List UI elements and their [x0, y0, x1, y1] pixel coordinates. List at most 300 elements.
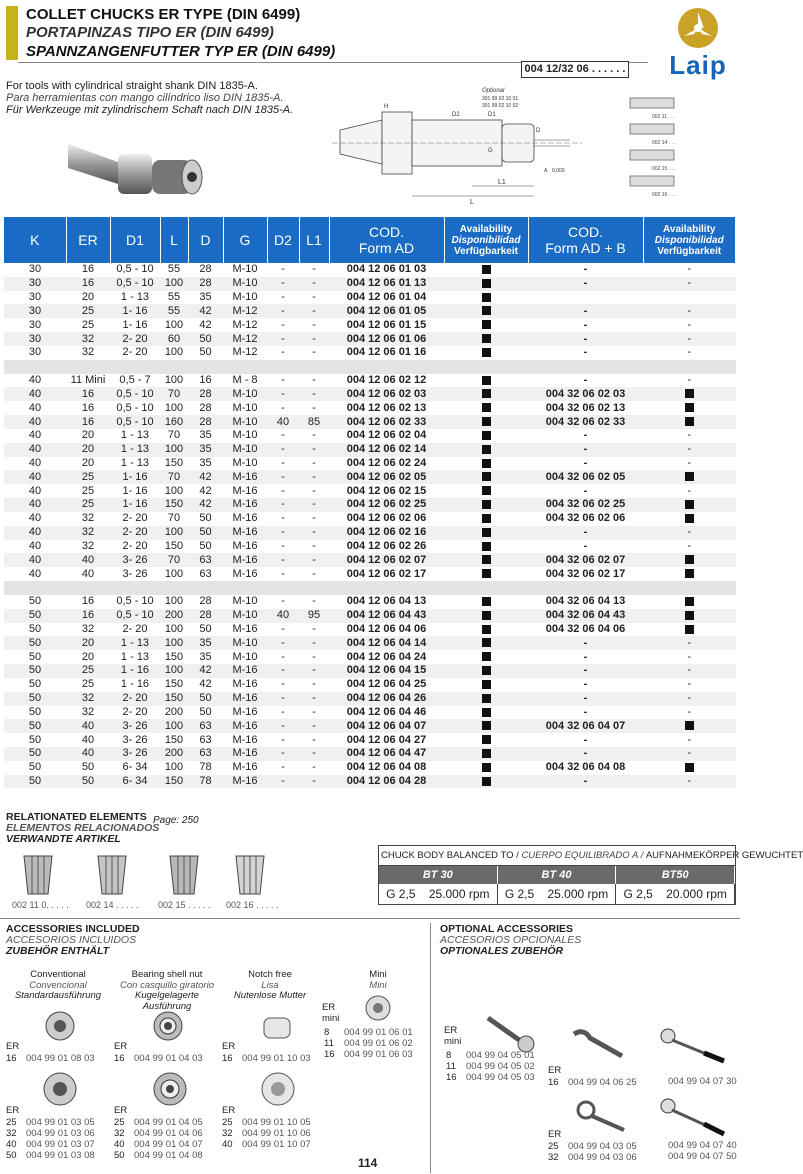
- cell-availability: [444, 346, 528, 360]
- cell-k: 30: [28, 346, 42, 359]
- dim-D2: D2: [452, 112, 460, 118]
- part-code: 004 99 04 06 25: [568, 1076, 637, 1088]
- cell-cod-adb: -: [528, 332, 643, 346]
- dim-D1: D1: [488, 112, 496, 118]
- cell-d1: 0,5 - 10: [110, 277, 160, 291]
- cell-k: 50: [28, 595, 42, 608]
- cell-er: 25: [66, 470, 110, 484]
- cell-g: M-16: [223, 664, 267, 678]
- cell-er: 11 Mini: [70, 374, 106, 387]
- cell-l1: -: [299, 747, 329, 761]
- conv-r2-er-label: ER: [6, 1105, 20, 1116]
- balance-header-row: [379, 866, 735, 884]
- cell-d2: -: [281, 318, 285, 331]
- cell-d: 42: [188, 304, 223, 318]
- balance-es: CUERPO EQUILIBRADO A /: [521, 850, 646, 861]
- cell-er: 32: [81, 622, 95, 635]
- cell-cod-ad: 004 12 06 01 15: [346, 318, 427, 331]
- table-row: [4, 650, 736, 664]
- cell-d2: -: [281, 512, 285, 525]
- related-es: ELEMENTOS RELACIONADOS: [6, 822, 160, 834]
- er-size: 11: [446, 1061, 456, 1072]
- cell-l: 55: [167, 291, 181, 304]
- cell-cod-ad: 004 12 06 04 28: [329, 775, 444, 789]
- cell-cod-ad: 004 12 06 02 13: [346, 401, 427, 414]
- cell-availability-2: -: [687, 457, 692, 469]
- cell-availability-2: -: [643, 526, 736, 540]
- cell-cod-ad: 004 12 06 04 13: [346, 595, 427, 608]
- cell-availability: [444, 623, 528, 637]
- cell-l: 55: [167, 263, 181, 276]
- cell-d2: -: [281, 291, 285, 304]
- included-es: ACCESORIOS INCLUIDOS: [6, 934, 137, 946]
- balance-col-bt40: BT 40: [498, 866, 617, 884]
- er-size: 25: [6, 1116, 17, 1128]
- cell-availability-2: -: [687, 678, 692, 691]
- list-item: [114, 1139, 203, 1150]
- part-code: 004 99 04 07 40: [668, 1140, 737, 1151]
- column-divider: [430, 923, 431, 1173]
- cell-k: 30: [28, 318, 42, 331]
- cell-availability: [444, 650, 528, 664]
- cell-d2: -: [281, 263, 285, 276]
- cell-g: M-16: [223, 526, 267, 540]
- available-square-icon: [685, 625, 694, 634]
- cell-d: 42: [188, 664, 223, 678]
- cell-d: 50: [199, 512, 212, 525]
- cell-l1: -: [312, 567, 316, 580]
- cell-availability: [444, 540, 528, 554]
- part-code: 004 99 04 03 05: [568, 1140, 637, 1152]
- available-square-icon: [482, 694, 491, 703]
- balance-en: CHUCK BODY BALANCED TO /: [381, 850, 522, 861]
- cell-d1: 0,5 - 7: [119, 374, 151, 387]
- cell-g: M - 8: [232, 374, 258, 387]
- cell-l1: -: [312, 291, 316, 304]
- cell-d1: 6- 34: [110, 775, 160, 789]
- cell-l1: -: [299, 332, 329, 346]
- notch-title: [226, 970, 314, 1002]
- cell-l: 55: [160, 304, 188, 318]
- available-square-icon: [482, 680, 491, 689]
- cell-cod-adb: -: [583, 429, 588, 442]
- cell-g: M-16: [223, 470, 267, 484]
- gap-cell: [4, 581, 736, 595]
- available-square-icon: [685, 500, 694, 509]
- cell-d2: -: [281, 705, 285, 718]
- title-de: SPANNZANGENFUTTER TYP ER (DIN 6499): [26, 43, 336, 60]
- available-square-icon: [482, 486, 491, 495]
- available-square-icon: [482, 666, 491, 675]
- cell-k: 50: [28, 733, 42, 746]
- table-row: [4, 346, 736, 360]
- available-square-icon: [482, 777, 491, 786]
- cell-cod-adb: -: [583, 457, 588, 469]
- cell-er: 16: [66, 415, 110, 429]
- available-square-icon: [482, 555, 491, 564]
- cell-l: 70: [160, 387, 188, 401]
- cell-k: 50: [4, 636, 66, 650]
- table-row: [4, 719, 736, 733]
- part-code: 004 99 01 04 05: [134, 1116, 203, 1128]
- available-square-icon: [482, 472, 491, 481]
- cell-cod-ad: 004 12 06 01 13: [329, 277, 444, 291]
- cell-g: M-16: [232, 705, 258, 718]
- cell-er: 40: [81, 567, 95, 580]
- cell-cod-adb: 004 32 06 02 06: [545, 512, 626, 525]
- col-k: K: [4, 217, 66, 263]
- cell-cod-ad: 004 12 06 04 27: [346, 733, 427, 746]
- bearing-nut-large-icon: [150, 1072, 190, 1106]
- notch-free-nut-large-icon: [258, 1072, 298, 1106]
- cell-l: 150: [164, 678, 184, 691]
- av2-en: Availability: [663, 223, 716, 235]
- part-code: 004 99 01 10 06: [242, 1127, 311, 1139]
- cell-d1: 1 - 16: [120, 678, 150, 691]
- cell-d1: 1 - 13: [120, 429, 150, 442]
- cell-er: 50: [81, 761, 95, 774]
- table-row: [4, 374, 736, 388]
- cell-l1: -: [299, 498, 329, 512]
- cell-cod-ad: 004 12 06 04 26: [329, 692, 444, 706]
- cell-availability: [444, 553, 528, 567]
- cell-g: M-16: [232, 761, 258, 774]
- cell-cod-ad: 004 12 06 02 33: [329, 415, 444, 429]
- part-code: 004 99 04 05 01: [466, 1050, 535, 1061]
- cell-availability-2: [643, 470, 736, 484]
- cell-er: 40: [66, 747, 110, 761]
- cell-d2: -: [267, 719, 299, 733]
- table-row: [4, 540, 736, 554]
- table-row: [4, 332, 736, 346]
- cell-d1: 1 - 13: [110, 443, 160, 457]
- table-row: [4, 429, 736, 443]
- cell-availability: [444, 304, 528, 318]
- cell-d2: -: [267, 332, 299, 346]
- cell-er: 32: [66, 332, 110, 346]
- cell-k: 40: [4, 553, 66, 567]
- cell-er: 20: [81, 457, 95, 469]
- bearing-nut-icon: [152, 1010, 184, 1042]
- cell-g: M-10: [232, 650, 258, 663]
- available-square-icon: [685, 597, 694, 606]
- cell-l1: -: [312, 512, 316, 525]
- cell-cod-adb: 004 32 06 02 05: [528, 470, 643, 484]
- opt-b2-er-label: ER: [548, 1129, 562, 1140]
- cell-l1: -: [312, 622, 316, 635]
- cell-l: 150: [164, 733, 184, 746]
- cell-er: 32: [81, 346, 95, 359]
- part-code: 004 99 04 05 03: [466, 1072, 535, 1083]
- cell-d1: 2- 20: [122, 705, 148, 718]
- conv-title: [6, 970, 110, 1002]
- cell-er: 32: [81, 512, 95, 525]
- cell-er: 32: [66, 692, 110, 706]
- cell-cod-ad: 004 12 06 02 14: [329, 443, 444, 457]
- cell-l: 100: [164, 401, 184, 414]
- av2-de: Verfügbarkeit: [657, 245, 722, 257]
- cell-g: M-10: [232, 263, 258, 276]
- cell-cod-ad: 004 12 06 02 05: [329, 470, 444, 484]
- cell-d: 28: [188, 609, 223, 623]
- available-square-icon: [482, 763, 491, 772]
- er-size: 25: [222, 1116, 233, 1128]
- cell-d1: 2- 20: [122, 346, 148, 359]
- available-square-icon: [482, 514, 491, 523]
- cell-l1: -: [312, 539, 316, 552]
- cell-l1: -: [299, 636, 329, 650]
- cell-cod-adb: 004 32 06 04 13: [545, 595, 626, 608]
- list-item: [6, 1128, 95, 1139]
- table-row: [4, 706, 736, 720]
- cell-availability-2: [643, 498, 736, 512]
- cell-d: 16: [199, 374, 212, 387]
- list-item: [222, 1128, 311, 1139]
- cell-d2: -: [267, 498, 299, 512]
- balance-val-bt50: G 2,5 20.000 rpm: [616, 884, 735, 904]
- cell-er: 25: [81, 484, 95, 497]
- cell-er: 40: [66, 719, 110, 733]
- cell-er: 32: [81, 705, 95, 718]
- cell-availability: [444, 291, 528, 305]
- table-gap-row: [4, 360, 736, 374]
- cell-d2: -: [281, 650, 285, 663]
- related-en: RELATIONATED ELEMENTS: [6, 811, 147, 823]
- cell-l: 100: [160, 277, 188, 291]
- cell-k: 40: [4, 415, 66, 429]
- balance-col-bt50: BT50: [616, 866, 735, 884]
- bear-r1-er-label: ER: [114, 1041, 128, 1052]
- cell-availability-2: -: [643, 277, 736, 291]
- cell-d2: -: [267, 443, 299, 457]
- cell-d2: 40: [267, 609, 299, 623]
- cell-d1: 3- 26: [110, 553, 160, 567]
- cell-cod-adb: -: [528, 277, 643, 291]
- cell-availability: [444, 443, 528, 457]
- cell-cod-adb: 004 32 06 04 06: [545, 622, 626, 635]
- cell-k: 40: [28, 429, 42, 442]
- torque-wrench-large-icon: [658, 1096, 732, 1140]
- cell-availability: [444, 526, 528, 540]
- cell-availability-2: -: [687, 733, 692, 746]
- col-er: ER: [66, 217, 110, 263]
- cell-cod-ad: 004 12 06 02 25: [329, 498, 444, 512]
- cell-l1: -: [312, 346, 316, 359]
- cell-d1: 2- 20: [110, 526, 160, 540]
- available-square-icon: [482, 265, 491, 274]
- available-square-icon: [482, 334, 491, 343]
- cell-l1: -: [299, 526, 329, 540]
- er-size: 32: [114, 1127, 125, 1139]
- cell-k: 50: [28, 761, 42, 774]
- cell-l: 100: [164, 374, 184, 387]
- cell-cod-adb: -: [583, 539, 588, 552]
- available-square-icon: [482, 445, 491, 454]
- cell-er: 20: [81, 429, 95, 442]
- available-square-icon: [482, 348, 491, 357]
- cell-d1: 2- 20: [122, 512, 148, 525]
- cell-l: 150: [160, 498, 188, 512]
- cell-availability-2: [643, 595, 736, 609]
- cell-l: 100: [160, 526, 188, 540]
- cell-d: 28: [199, 595, 212, 608]
- table-row: [4, 387, 736, 401]
- cell-availability: [444, 747, 528, 761]
- cell-availability: [444, 678, 528, 692]
- included-en: ACCESSORIES INCLUDED: [6, 923, 140, 935]
- available-square-icon: [482, 376, 491, 385]
- cell-d: 42: [199, 318, 212, 331]
- table-row: [4, 415, 736, 429]
- cell-d1: 0,5 - 10: [116, 595, 154, 608]
- cell-l1: -: [299, 470, 329, 484]
- list-item: [222, 1117, 311, 1128]
- cell-l1: -: [312, 705, 316, 718]
- col-cod-adb-l1: COD.: [568, 224, 603, 240]
- av2-es: Disponibilidad: [654, 234, 724, 246]
- cell-k: 50: [28, 650, 42, 663]
- cell-l: 60: [160, 332, 188, 346]
- notch-free-nut-icon: [262, 1012, 292, 1042]
- related-items: [8, 852, 308, 912]
- cell-g: M-16: [232, 567, 258, 580]
- mini-es: Mini: [369, 979, 387, 991]
- notch-de: Nutenlose Mutter: [233, 990, 307, 1001]
- available-square-icon: [685, 514, 694, 523]
- cell-d2: -: [281, 678, 285, 691]
- cell-d: 50: [188, 526, 223, 540]
- table-row: [4, 526, 736, 540]
- cell-availability-2: -: [687, 650, 692, 663]
- cell-k: 50: [28, 622, 42, 635]
- er-size: 32: [548, 1151, 559, 1163]
- cell-availability-2: [643, 387, 736, 401]
- cell-g: M-10: [223, 443, 267, 457]
- cell-g: M-10: [232, 595, 258, 608]
- table-row: [4, 692, 736, 706]
- cell-cod-ad: 004 12 06 04 25: [346, 678, 427, 691]
- cell-availability-2: [643, 567, 736, 581]
- collet-icon: [18, 852, 58, 898]
- cell-l: 100: [164, 484, 184, 497]
- cell-cod-adb: -: [583, 678, 588, 691]
- cell-d2: -: [281, 761, 285, 774]
- product-code-box: 004 12/32 06 . . . . . .: [521, 61, 629, 78]
- part-code: 004 99 01 03 05: [26, 1116, 95, 1128]
- cell-er: 32: [66, 526, 110, 540]
- list-item: [324, 1038, 413, 1049]
- table-row: [4, 304, 736, 318]
- cell-d1: 1 - 13: [120, 291, 150, 304]
- cell-k: 30: [28, 291, 42, 304]
- part-code: 004 99 01 04 08: [134, 1149, 203, 1161]
- cell-l1: -: [299, 443, 329, 457]
- cell-d: 63: [188, 747, 223, 761]
- opt-b1-list: [548, 1066, 637, 1088]
- cell-d1: 3- 26: [122, 733, 148, 746]
- balance-de: AUFNAHMEKÖRPER GEWUCHTET: [645, 850, 803, 861]
- part-code: 004 99 01 10 05: [242, 1116, 311, 1128]
- conventional-nut-icon: [44, 1010, 76, 1042]
- cell-cod-adb: 004 32 06 02 25: [528, 498, 643, 512]
- intro-de: Für Werkzeuge mit zylindrischem Schaft nach DIN 1835-A.: [6, 104, 294, 116]
- cell-l1: -: [312, 595, 316, 608]
- related-page-ref: Page: 250: [153, 815, 199, 826]
- cell-cod-adb: -: [583, 705, 588, 718]
- table-row: [4, 623, 736, 637]
- available-square-icon: [482, 528, 491, 537]
- cell-er: 16: [81, 401, 95, 414]
- dim-D: D: [536, 128, 541, 134]
- related-item-2: 002 14 . . . . .: [86, 900, 139, 910]
- table-row: [4, 263, 736, 277]
- cell-d: 50: [199, 539, 212, 552]
- cell-cod-adb: -: [528, 775, 643, 789]
- cell-d2: -: [267, 664, 299, 678]
- cell-availability-2: -: [643, 332, 736, 346]
- list-item: [324, 1027, 413, 1038]
- cell-cod-ad: 004 12 06 02 03: [329, 387, 444, 401]
- cell-availability: [444, 692, 528, 706]
- cell-l: 100: [160, 443, 188, 457]
- cell-l: 70: [167, 429, 181, 442]
- cell-availability-2: -: [687, 429, 692, 442]
- cell-availability: [444, 567, 528, 581]
- cell-l1: -: [312, 401, 316, 414]
- cell-d2: -: [281, 539, 285, 552]
- technical-drawing: [322, 86, 590, 212]
- list-item: [114, 1117, 203, 1128]
- cell-cod-adb: -: [583, 650, 588, 663]
- cell-g: M-10: [232, 291, 258, 304]
- cell-d1: 1 - 13: [120, 457, 150, 469]
- table-row: [4, 401, 736, 415]
- cell-availability: [444, 332, 528, 346]
- cell-availability-2: [643, 401, 736, 415]
- cell-g: M-10: [223, 387, 267, 401]
- table-row: [4, 567, 736, 581]
- col-cod-adb: [528, 217, 643, 263]
- available-square-icon: [482, 749, 491, 758]
- cell-d1: 1 - 13: [110, 636, 160, 650]
- part-code: 004 99 01 06 02: [344, 1038, 413, 1049]
- part-code: 004 99 04 07 50: [668, 1150, 737, 1162]
- cell-er: 20: [81, 650, 95, 663]
- cell-availability: [444, 374, 528, 388]
- cell-cod-adb: 004 32 06 02 03: [528, 387, 643, 401]
- cell-cod-ad: 004 12 06 04 07: [329, 719, 444, 733]
- cell-l: 100: [164, 761, 184, 774]
- mini-en: Mini: [369, 969, 387, 980]
- cell-g: M-10: [223, 636, 267, 650]
- cell-d: 35: [188, 443, 223, 457]
- cell-cod-ad: 004 12 06 02 07: [329, 553, 444, 567]
- table-row: [4, 498, 736, 512]
- col-d: D: [188, 217, 223, 263]
- table-row: [4, 277, 736, 291]
- cell-availability: [444, 719, 528, 733]
- cell-d1: 1- 16: [110, 498, 160, 512]
- thumb-label-1: 002 11 . . .: [652, 114, 676, 120]
- opt-c1-code: 004 99 04 07 30: [668, 1076, 737, 1087]
- cell-cod-adb: -: [583, 733, 588, 746]
- part-code: 004 99 01 03 06: [26, 1127, 95, 1139]
- cell-cod-ad: 004 12 06 04 24: [346, 650, 427, 663]
- cell-d1: 2- 20: [122, 622, 148, 635]
- opt-b1-er-label: ER: [548, 1065, 562, 1076]
- cell-d1: 2- 20: [110, 692, 160, 706]
- cell-l1: -: [312, 429, 316, 442]
